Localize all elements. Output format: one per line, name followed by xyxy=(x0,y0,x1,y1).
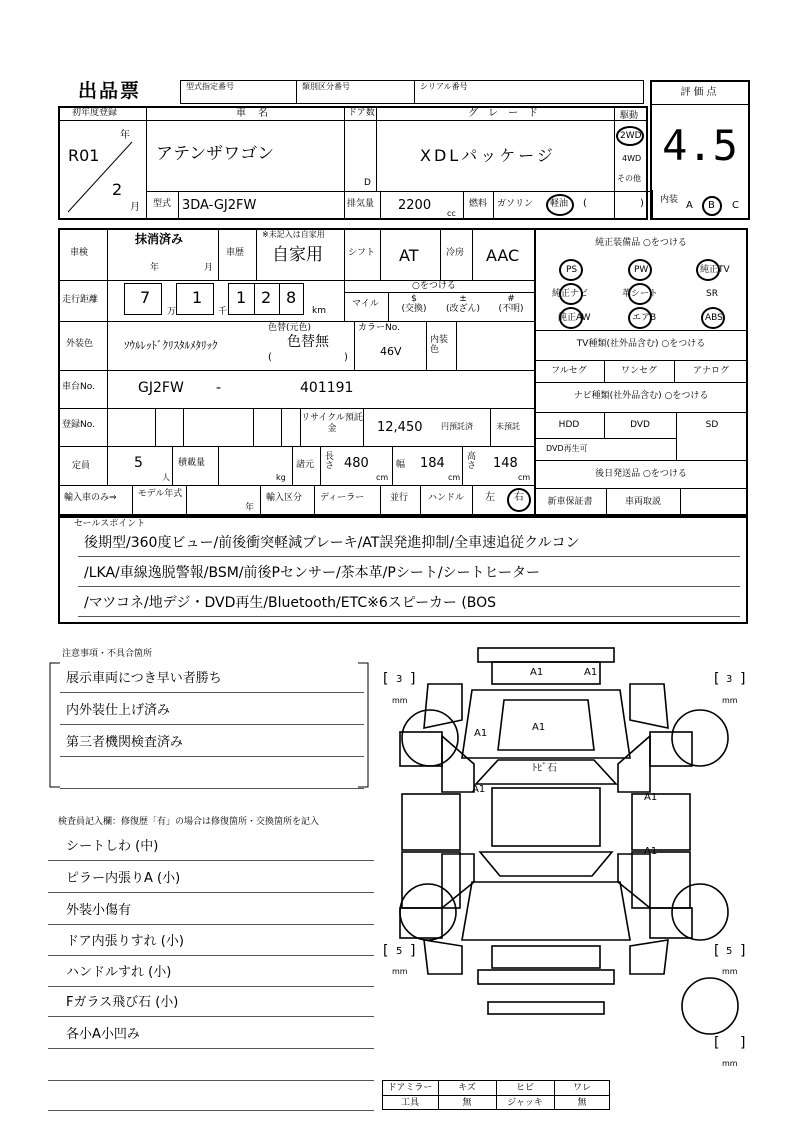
damage-mark: ﾄﾋﾞ石 xyxy=(532,763,557,774)
color-change-label: 色替(元色) xyxy=(268,323,312,333)
handle-label: ハンドル xyxy=(428,493,465,503)
color-no-label: カラーNo. xyxy=(358,323,400,333)
inspection-value: 抹消済み xyxy=(135,232,184,246)
inspector-line: 外装小傷有 xyxy=(66,903,132,918)
width-cm: cm xyxy=(448,473,461,482)
equip-navi: 純正ナビ xyxy=(552,289,589,299)
tread-mm: mm xyxy=(392,696,408,705)
page-title: 出品票 xyxy=(78,80,142,102)
equip-circle xyxy=(696,259,720,281)
later-warranty: 新車保証書 xyxy=(547,496,593,507)
inspector-line: Fガラス飛び石 (小) xyxy=(66,995,179,1010)
fuel-gasoline: ガソリン xyxy=(497,199,534,209)
ac-value: AAC xyxy=(486,246,520,265)
equip-circle xyxy=(628,283,652,305)
year-mark: 年 xyxy=(120,130,130,141)
odo-digit: 7 xyxy=(140,288,151,307)
damage-mark: A1 xyxy=(530,667,544,678)
later-label: 後日発送品 ○をつける xyxy=(595,468,687,479)
cc-unit: cc xyxy=(447,209,456,218)
handle-circle xyxy=(507,488,531,512)
tread-value: 5 xyxy=(396,946,403,957)
load-label: 積載量 xyxy=(178,458,206,468)
era-year: R01 xyxy=(68,146,100,165)
date-slash xyxy=(64,140,136,216)
history-label: 車歴 xyxy=(226,248,245,258)
recycle-not: 未預託 xyxy=(496,422,520,431)
fuel-circle xyxy=(546,194,574,216)
tread-mm: mm xyxy=(722,967,738,976)
color-change-value: 色替無 xyxy=(287,334,329,350)
interior-color-label: 内装色 xyxy=(430,335,449,355)
tread-mm: mm xyxy=(722,1059,738,1068)
sales-line: /マツコネ/地デジ・DVD再生/Bluetooth/ETC※6スピーカー (BOS xyxy=(84,595,497,611)
equip-pw: PW xyxy=(634,265,649,275)
height-value: 148 xyxy=(493,456,518,471)
tread-bracket: ] xyxy=(410,943,416,959)
drive-other: その他 xyxy=(617,174,641,183)
recycle-deposited: 円預託済 xyxy=(441,422,473,431)
damage-mark: A1 xyxy=(474,728,488,739)
legend-header: ドアミラー xyxy=(387,1082,433,1093)
odo-man: 万 xyxy=(167,307,177,317)
month-mark: 月 xyxy=(130,202,140,213)
legend-cell: ジャッキ xyxy=(507,1097,543,1108)
equip-abs: ABS xyxy=(705,313,723,323)
serial-header xyxy=(180,80,644,104)
tv-oneseg: ワンセグ xyxy=(620,365,657,376)
history-note: ※未記入は自家用 xyxy=(262,230,325,239)
inspector-line: シートしわ (中) xyxy=(66,839,159,854)
inspector-line: 各小A小凹み xyxy=(66,1027,140,1042)
width-value: 184 xyxy=(420,456,445,471)
later-manual: 車両取説 xyxy=(624,496,661,507)
dims-label: 諸元 xyxy=(296,460,315,470)
tv-fullseg: フルセグ xyxy=(551,365,587,376)
equip-airbag: エアB xyxy=(632,313,657,323)
ac-label: 冷房 xyxy=(446,248,465,258)
tv-label: TV種類(社外品含む) ○をつける xyxy=(576,338,706,349)
drive-label: 駆動 xyxy=(620,111,639,121)
legend-header: ヒビ xyxy=(515,1082,534,1093)
height-cm: cm xyxy=(518,473,531,482)
inspection-month: 月 xyxy=(204,263,214,273)
legend-header: ワレ xyxy=(572,1082,591,1093)
category-label: 類別区分番号 xyxy=(302,82,350,91)
drive-2wd: 2WD xyxy=(620,131,642,141)
odo-digit: 8 xyxy=(286,288,297,307)
grade-label: グレード xyxy=(468,108,548,119)
navi-dvd: DVD xyxy=(630,419,650,430)
sales-line: 後期型/360度ビュー/前後衝突軽減ブレーキ/AT誤発進抑制/全車速追従クルコン xyxy=(84,535,580,551)
fuel-paren-close: ) xyxy=(640,198,644,209)
capacity-label: 定員 xyxy=(72,461,91,471)
color-no: 46V xyxy=(380,345,402,358)
doors-label: ドア数 xyxy=(348,108,375,118)
navi-dvd-play: DVD再生可 xyxy=(546,444,588,453)
rating-label: 評価点 xyxy=(680,87,720,98)
odo-digit: 1 xyxy=(192,288,203,307)
import-dealer: ディーラー xyxy=(320,493,365,503)
equip-circle xyxy=(559,307,583,329)
fuel-diesel: 軽油 xyxy=(550,199,569,209)
inspector-line: ドア内張りすれ (小) xyxy=(66,934,184,949)
fuel-paren-open: ( xyxy=(583,198,587,209)
drive-4wd: 4WD xyxy=(622,154,642,163)
type-cert-label: 型式指定番号 xyxy=(186,82,234,91)
first-reg-label: 初年度登録 xyxy=(72,108,118,118)
recycle-label: リサイクル預託金 xyxy=(301,413,363,434)
registration-label: 登録No. xyxy=(62,420,95,430)
tread-bracket: ] xyxy=(740,671,746,687)
length-label: 長さ xyxy=(325,452,335,472)
odo-sen: 千 xyxy=(218,307,228,317)
displacement: 2200 xyxy=(398,198,432,213)
tread-value: 5 xyxy=(726,946,733,957)
note-line: 内外装仕上げ済み xyxy=(66,703,171,718)
tread-bracket: [ xyxy=(714,671,720,687)
doors-mark: D xyxy=(364,178,371,188)
navi-hdd: HDD xyxy=(558,419,580,430)
navi-sd: SD xyxy=(705,419,719,430)
equip-aw: 純正AW xyxy=(558,313,591,323)
history-value: 自家用 xyxy=(272,245,323,265)
mileage-unknown: # (不明) xyxy=(498,294,524,315)
tread-bracket: [ xyxy=(383,671,389,687)
chassis-prefix: GJ2FW xyxy=(138,380,184,396)
capacity-unit: 人 xyxy=(162,473,170,482)
shift-label: シフト xyxy=(348,248,376,258)
notes-label: 注意事項・不具合箇所 xyxy=(62,649,153,659)
interior-label: 内装 xyxy=(660,195,679,205)
model-label: 型式 xyxy=(153,199,172,209)
disp-label: 排気量 xyxy=(347,199,375,209)
navi-label: ナビ種類(社外品含む) ○をつける xyxy=(573,390,709,401)
legend-cell: 工具 xyxy=(400,1097,419,1108)
length-cm: cm xyxy=(376,473,389,482)
equip-circle xyxy=(628,259,652,281)
note-line: 第三者機関検査済み xyxy=(66,735,184,750)
equip-ps: PS xyxy=(566,265,578,275)
mileage-replaced: $ (交換) xyxy=(401,294,427,315)
capacity-value: 5 xyxy=(134,455,143,471)
inspector-line: ピラー内張りA (小) xyxy=(66,871,181,886)
tread-bracket: ] xyxy=(740,1035,746,1051)
inspection-year: 年 xyxy=(150,263,160,273)
inspection-label: 車検 xyxy=(70,248,89,258)
tread-bracket: [ xyxy=(714,943,720,959)
model-value: 3DA-GJ2FW xyxy=(182,198,257,213)
grade-b: B xyxy=(708,200,715,211)
length-value: 480 xyxy=(344,456,369,471)
color-paren-close: ) xyxy=(344,352,348,363)
grade-c: C xyxy=(732,200,739,211)
car-name: アテンザワゴン xyxy=(156,144,275,164)
grade-circle xyxy=(702,196,722,216)
sales-label: セールスポイント xyxy=(74,519,146,529)
mileage-label: 走行距離 xyxy=(62,295,99,305)
drive-circle xyxy=(616,126,644,146)
legend-cell: 無 xyxy=(577,1097,587,1108)
legend-cell: 無 xyxy=(462,1097,472,1108)
km-unit: km xyxy=(312,306,326,316)
model-year-label: モデル年式 xyxy=(137,489,183,499)
grade-value: XDLパッケージ xyxy=(420,146,556,165)
color-label: 外装色 xyxy=(66,339,94,349)
damage-mark: A1 xyxy=(472,784,486,795)
damage-mark: A1 xyxy=(644,792,658,803)
tread-bracket: [ xyxy=(383,943,389,959)
chassis-number: 401191 xyxy=(300,380,354,396)
recycle-value: 12,450 xyxy=(377,420,423,435)
import-label: 輸入車のみ⇒ xyxy=(64,493,117,503)
chassis-dash: - xyxy=(216,380,222,396)
inspector-line: ハンドルすれ (小) xyxy=(66,965,172,980)
grade-a: A xyxy=(686,200,693,211)
fuel-label: 燃料 xyxy=(469,199,488,209)
equip-leather: 革シート xyxy=(622,289,659,299)
odo-digit: 1 xyxy=(236,288,247,307)
tread-value: 3 xyxy=(396,674,403,685)
note-line: 展示車両につき早い者勝ち xyxy=(66,671,222,686)
color-paren-open: ( xyxy=(268,352,272,363)
import-parallel: 並行 xyxy=(390,493,409,503)
sales-line: /LKA/車線逸脱警報/BSM/前後Pセンサー/茶本革/Pシート/シートヒーター xyxy=(84,565,540,581)
damage-mark: A1 xyxy=(584,667,598,678)
equip-sr: SR xyxy=(706,289,718,299)
tread-value: 3 xyxy=(726,674,733,685)
equip-circle xyxy=(559,259,583,281)
equip-label: 純正装備品 ○をつける xyxy=(595,237,687,248)
tread-bracket: [ xyxy=(714,1035,720,1051)
equip-circle xyxy=(701,307,725,329)
tread-bracket: ] xyxy=(410,671,416,687)
odo-digit: 2 xyxy=(261,288,272,307)
reg-month: 2 xyxy=(112,180,123,199)
tv-analog: アナログ xyxy=(692,365,729,376)
handle-left: 左 xyxy=(485,492,495,503)
legend-header: キズ xyxy=(458,1082,476,1093)
damage-mark: A1 xyxy=(532,722,546,733)
rating-value: 4.5 xyxy=(662,121,738,170)
tread-mm: mm xyxy=(392,967,408,976)
equip-circle xyxy=(628,307,652,329)
shift-value: AT xyxy=(399,246,419,265)
car-name-label: 車名 xyxy=(236,108,280,119)
color-value: ｿｳﾙﾚｯﾄﾞｸﾘｽﾀﾙﾒﾀﾘｯｸ xyxy=(124,339,218,352)
width-label: 幅 xyxy=(396,460,406,470)
serial-label: シリアル番号 xyxy=(420,82,468,91)
import-kubun: 輸入区分 xyxy=(266,493,303,503)
inspector-label: 検査員記入欄：修復歴「有」の場合は修復箇所・交換箇所を記入 xyxy=(58,817,320,827)
height-label: 高さ xyxy=(467,452,477,472)
import-year: 年 xyxy=(245,503,255,513)
tread-bracket: ] xyxy=(740,943,746,959)
load-kg: kg xyxy=(276,473,286,482)
chassis-label: 車台No. xyxy=(62,382,95,392)
car-diagram xyxy=(380,640,750,1080)
mileage-mile: マイル xyxy=(352,299,379,309)
equip-tv: 純正TV xyxy=(700,265,730,275)
equip-circle xyxy=(559,283,583,305)
handle-right: 右 xyxy=(514,492,524,503)
mileage-altered: ± (改ざん) xyxy=(445,294,481,315)
mileage-circle-label: ○をつける xyxy=(412,281,456,291)
damage-mark: A1 xyxy=(644,846,658,857)
tread-mm: mm xyxy=(722,696,738,705)
